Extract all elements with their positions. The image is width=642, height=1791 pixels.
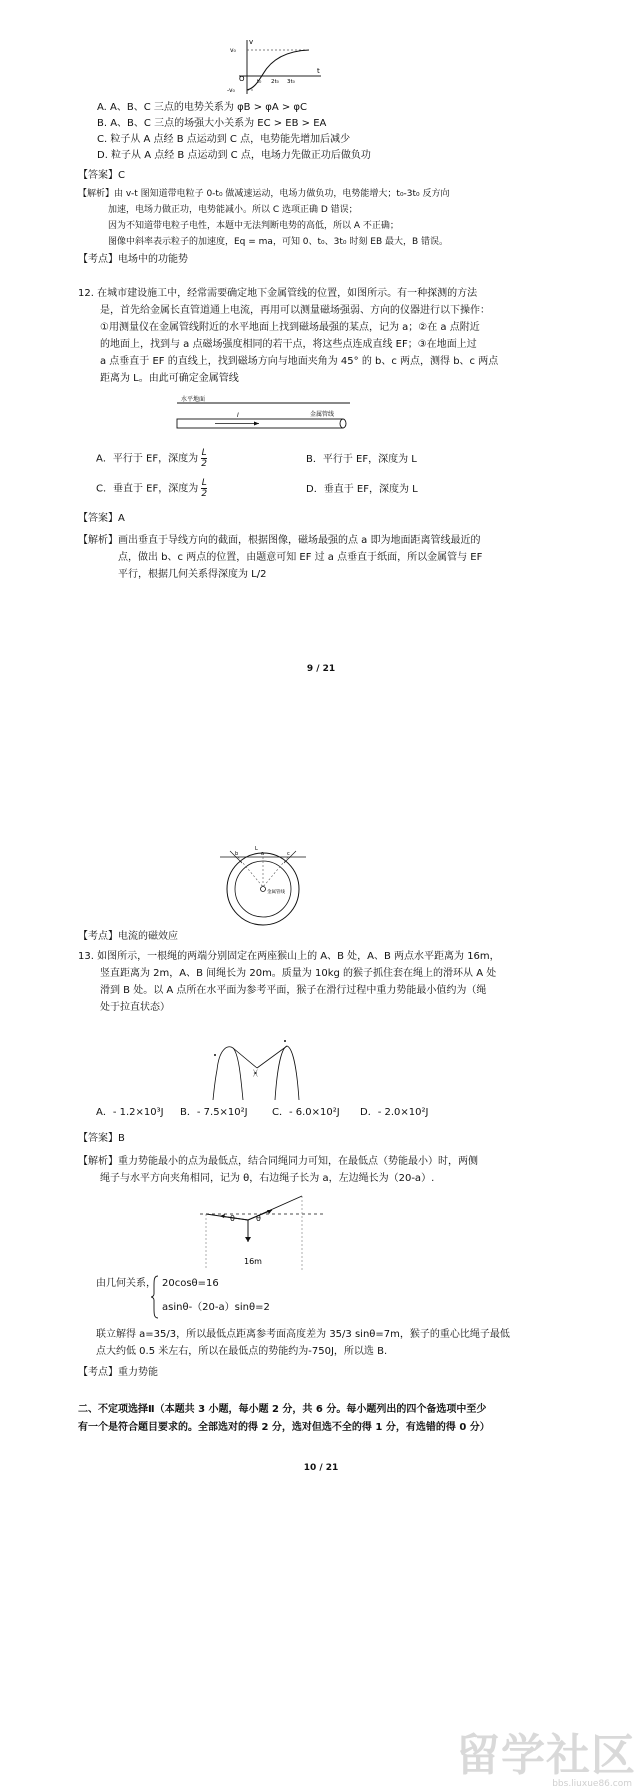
- point-b: [284, 1040, 286, 1042]
- q12-stem-line: 是，首先给金属长直管道通上电流，再用可以测量磁场强弱、方向的仪器进行以下操作：: [100, 305, 490, 316]
- q13-option-a: A．- 1.2×10³J: [96, 1107, 164, 1118]
- mountain-left: [217, 1047, 243, 1100]
- x-tick-3t0: 3t₀: [287, 79, 295, 85]
- q13-option-c: C．- 6.0×10²J: [272, 1107, 340, 1118]
- q12-stem-line: a 点垂直于 EF 的直线上，找到磁场方向与地面夹角为 45° 的 b、c 两点，测得 b、c 两点: [100, 356, 499, 367]
- solution-line: 点大约低 0.5 米左右，所以在最低点的势能约为-750J，所以选 B.: [96, 1346, 388, 1357]
- page-number: 10 / 21: [303, 1463, 339, 1473]
- q11-analysis-line: 【解析】由 v-t 图知道带电粒子 0-t₀ 做减速运动，电场力做负功，电势能增大；t₀-3t₀ 反方向: [78, 189, 450, 199]
- pipe-label: 金属管线: [310, 411, 335, 418]
- geometry-label: 由几何关系，: [96, 1278, 156, 1289]
- section-title-line: 有一个是符合题目要求的。全部选对的得 2 分，选对但选不全的得 1 分，有选错的得 0 分）: [78, 1422, 490, 1433]
- q12-analysis-line: 【解析】画出垂直于导线方向的截面，根据图像，磁场最强的点 a 即为地面距离管线最近的: [78, 535, 481, 546]
- q12-option-b: B．平行于 EF，深度为 L: [306, 454, 417, 465]
- q11-answer: 【答案】C: [78, 170, 125, 181]
- q12-stem-line: 距离为 L。由此可确定金属管线: [100, 373, 239, 384]
- q12-option-c: [96, 478, 207, 499]
- q11-option-b: B. A、B、C 三点的场强大小关系为 EC > EB > EA: [97, 118, 327, 129]
- q13-stem-line: 竖直距离为 2m，A、B 间绳长为 20m。质量为 10kg 的猴子抓住套在绳上的滑环从 A 处: [100, 968, 497, 979]
- current-label: I: [237, 412, 239, 419]
- q11-option-c: C. 粒子从 A 点经 B 点运动到 C 点，电势能先增加后减少: [97, 134, 351, 145]
- distance-l-label: L: [255, 846, 258, 852]
- equation-brace: [150, 1274, 160, 1320]
- q12-stem-line: ①用测量仪在金属管线附近的水平地面上找到磁场最强的某点，记为 a；②在 a 点附近: [100, 322, 480, 333]
- q11-point: 【考点】电场中的功能势: [78, 254, 188, 265]
- page-number: 9 / 21: [306, 664, 336, 674]
- q11-option-d: D. 粒子从 A 点经 B 点运动到 C 点，电场力先做正功后做负功: [97, 150, 371, 161]
- q11-analysis-line: 图像中斜率表示粒子的加速度，Eq = ma，可知 0、t₀、3t₀ 时刻 EB 最大，B 错误。: [108, 237, 449, 247]
- q12-stem-line: 的地面上，找到与 a 点磁场强度相同的若干点，将这些点连成直线 EF；③在地面上过: [100, 339, 477, 350]
- watermark-url: bbs.liuxue86.com: [552, 1779, 632, 1789]
- span-length-label: 16m: [244, 1257, 262, 1266]
- ground-label: 水平地面: [181, 396, 206, 403]
- q13-option-d: D．- 2.0×10²J: [360, 1107, 429, 1118]
- monkey-icon: ᚸ: [253, 1069, 258, 1078]
- q12-point: 【考点】电流的磁效应: [78, 931, 178, 942]
- q13-point: 【考点】重力势能: [78, 1367, 158, 1378]
- q12-analysis-line: 平行，根据几何关系得深度为 L/2: [118, 569, 267, 580]
- x-tick-t0: t₀: [257, 79, 262, 85]
- pipe: [177, 419, 343, 428]
- vt-graph: [225, 36, 325, 98]
- fraction-l-over-2: [201, 478, 207, 499]
- fraction-l-over-2: [201, 448, 207, 469]
- fraction-denominator: 2: [201, 489, 208, 499]
- y-axis-label: v: [249, 38, 254, 46]
- q12-option-a: [96, 448, 207, 469]
- theta-left: θ: [230, 1214, 235, 1223]
- fraction-numerator: L: [201, 478, 207, 488]
- rope-right: [257, 1046, 287, 1068]
- q13-option-b: B．- 7.5×10²J: [180, 1107, 248, 1118]
- x-tick-2t0: 2t₀: [271, 79, 279, 85]
- y-label-v0: v₀: [230, 47, 236, 54]
- q11-analysis-line: 加速，电场力做正功，电势能减小。所以 C 选项正确 D 错误；: [108, 205, 358, 215]
- origin-label: O: [239, 75, 245, 83]
- watermark-text: 留学社区: [456, 1730, 636, 1781]
- q11-option-a: A. A、B、C 三点的电势关系为 φB > φA > φC: [97, 102, 308, 113]
- circle-figure: [208, 845, 318, 927]
- equation-line: asinθ-（20-a）sinθ=2: [162, 1302, 270, 1313]
- section-title-line: 二、不定项选择Ⅱ（本题共 3 小题，每小题 2 分，共 6 分。每小题列出的四个备选项中至少: [78, 1404, 487, 1415]
- fraction-numerator: L: [201, 448, 207, 458]
- q12-stem-line: 12. 在城市建设施工中，经常需要确定地下金属管线的位置，如图所示。有一种探测的方法: [78, 288, 478, 299]
- equation-line: 20cosθ=16: [162, 1278, 219, 1289]
- q11-analysis-line: 因为不知道带电粒子电性，本题中无法判断电势的高低，所以 A 不正确；: [108, 221, 399, 231]
- q12-option-a-text: A．平行于 EF，深度为: [96, 453, 199, 465]
- q13-answer: 【答案】B: [78, 1133, 125, 1144]
- q12-option-d: D．垂直于 EF，深度为 L: [306, 484, 418, 495]
- point-a: [214, 1054, 216, 1056]
- q13-analysis-line: 【解析】重力势能最小的点为最低点，结合同绳同力可知，在最低点（势能最小）时，两侧: [78, 1156, 478, 1167]
- q12-answer: 【答案】A: [78, 513, 125, 524]
- rope-left: [233, 1048, 257, 1068]
- point-b-label: b: [235, 851, 239, 857]
- x-axis-label: t: [317, 67, 320, 75]
- monkey-rope-figure: [205, 1030, 310, 1102]
- q12-analysis-line: 点，做出 b、c 两点的位置，由题意可知 EF 过 a 点垂直于纸面，所以金属管与 EF: [118, 552, 483, 563]
- rope-force-diagram: [198, 1190, 338, 1272]
- mountain-right: [275, 1046, 299, 1100]
- y-label-neg-v0: -v₀: [227, 87, 235, 94]
- q12-option-c-text: C．垂直于 EF，深度为: [96, 483, 199, 495]
- q13-stem-line: 处于拉直状态）: [100, 1002, 170, 1013]
- pipe-cross-section: [261, 887, 266, 892]
- q13-analysis-line: 绳子与水平方向夹角相同，记为 θ，右边绳子长为 a，左边绳长为（20-a）.: [100, 1173, 435, 1184]
- solution-line: 联立解得 a=35/3，所以最低点距离参考面高度差为 35/3 sinθ=7m，猴子的重心比绳子最低: [96, 1329, 510, 1340]
- q13-stem-line: 13. 如图所示，一根绳的两端分别固定在两座猴山上的 A、B 处，A、B 两点水平距离为 16m，: [78, 951, 500, 962]
- fraction-denominator: 2: [201, 459, 208, 469]
- pipe-figure: [175, 395, 355, 435]
- q13-stem-line: 滑到 B 处。以 A 点所在水平面为参考平面，猴子在滑行过程中重力势能最小值约为（绳: [100, 985, 487, 996]
- pipe-center-label: 金属管线: [267, 890, 285, 895]
- theta-right: θ: [256, 1214, 261, 1223]
- point-a-label: a: [261, 851, 265, 857]
- point-c-label: c: [287, 851, 290, 857]
